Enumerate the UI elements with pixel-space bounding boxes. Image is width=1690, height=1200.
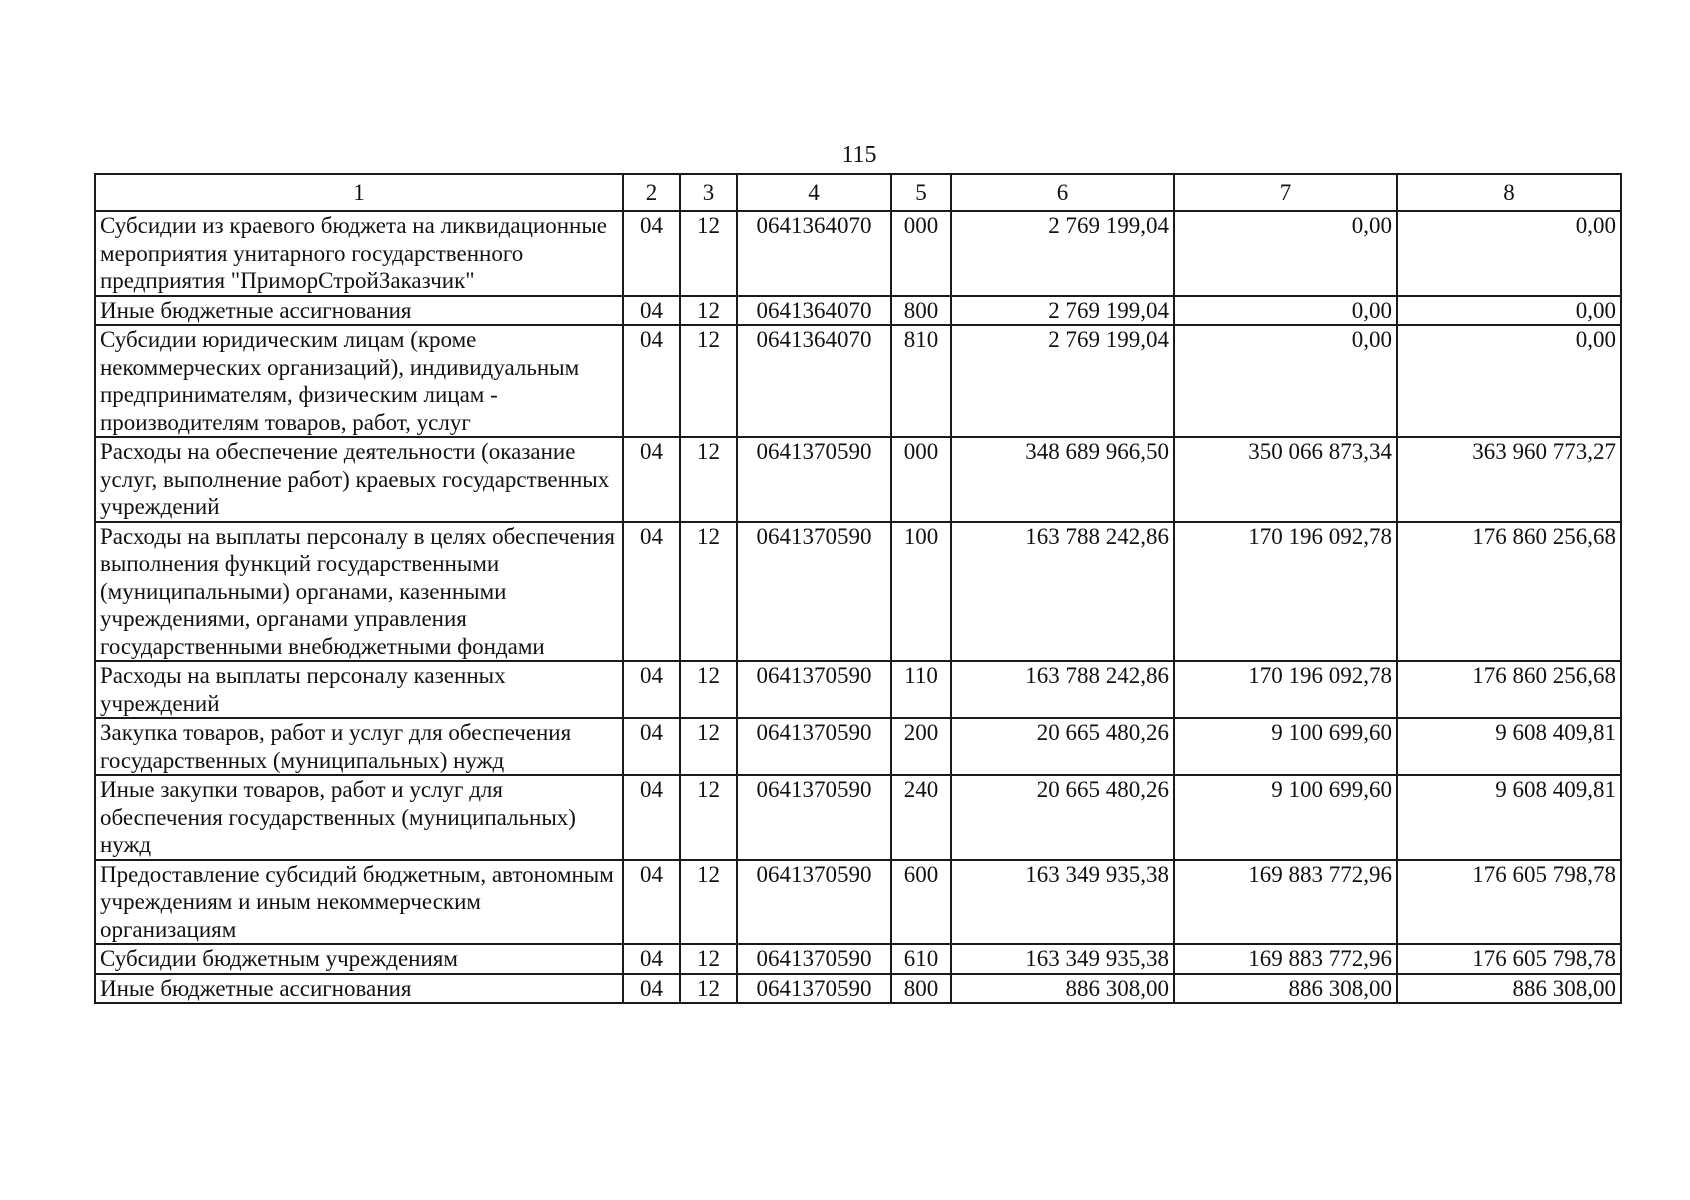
table-row — [95, 325, 1621, 437]
row-target-code: 0641370590 — [737, 860, 891, 945]
table-row — [95, 775, 1621, 860]
row-name: Иные бюджетные ассигнования — [95, 296, 623, 326]
row-amount-col7: 0,00 — [1174, 325, 1397, 437]
row-amount-col8: 176 605 798,78 — [1397, 944, 1621, 974]
row-subsection-code: 12 — [680, 296, 737, 326]
page-number: 115 — [841, 142, 877, 168]
row-subsection-code: 12 — [680, 661, 737, 718]
row-amount-col7: 0,00 — [1174, 211, 1397, 296]
row-amount-col8: 176 605 798,78 — [1397, 860, 1621, 945]
row-target-code: 0641364070 — [737, 211, 891, 296]
row-amount-col7: 350 066 873,34 — [1174, 437, 1397, 522]
column-header-2: 2 — [623, 174, 680, 211]
row-amount-col8: 0,00 — [1397, 325, 1621, 437]
row-amount-col6: 163 788 242,86 — [951, 522, 1174, 662]
column-header-6: 6 — [951, 174, 1174, 211]
row-expense-type-code: 100 — [891, 522, 951, 662]
row-expense-type-code: 800 — [891, 296, 951, 326]
row-amount-col6: 163 349 935,38 — [951, 944, 1174, 974]
row-expense-type-code: 810 — [891, 325, 951, 437]
row-target-code: 0641370590 — [737, 775, 891, 860]
row-expense-type-code: 110 — [891, 661, 951, 718]
row-section-code: 04 — [623, 325, 680, 437]
row-amount-col7: 170 196 092,78 — [1174, 661, 1397, 718]
row-amount-col6: 2 769 199,04 — [951, 325, 1174, 437]
row-expense-type-code: 800 — [891, 974, 951, 1004]
column-header-4: 4 — [737, 174, 891, 211]
row-amount-col8: 176 860 256,68 — [1397, 661, 1621, 718]
row-amount-col6: 20 665 480,26 — [951, 718, 1174, 775]
row-target-code: 0641364070 — [737, 325, 891, 437]
column-header-3: 3 — [680, 174, 737, 211]
column-header-1: 1 — [95, 174, 623, 211]
row-section-code: 04 — [623, 944, 680, 974]
row-subsection-code: 12 — [680, 860, 737, 945]
row-section-code: 04 — [623, 775, 680, 860]
row-amount-col8: 363 960 773,27 — [1397, 437, 1621, 522]
table-row — [95, 211, 1621, 296]
row-expense-type-code: 600 — [891, 860, 951, 945]
budget-table — [94, 173, 1622, 1004]
row-amount-col8: 9 608 409,81 — [1397, 775, 1621, 860]
row-amount-col8: 176 860 256,68 — [1397, 522, 1621, 662]
row-amount-col8: 0,00 — [1397, 296, 1621, 326]
row-name: Иные закупки товаров, работ и услуг для обеспечения государственных (муниципальных) нужд — [95, 775, 623, 860]
row-section-code: 04 — [623, 974, 680, 1004]
row-section-code: 04 — [623, 522, 680, 662]
column-header-8: 8 — [1397, 174, 1621, 211]
row-target-code: 0641370590 — [737, 437, 891, 522]
row-name: Субсидии юридическим лицам (кроме некоммерческих организаций), индивидуальным предпринимателям, физическим лицам - производителям товаров, работ, услуг — [95, 325, 623, 437]
row-amount-col7: 9 100 699,60 — [1174, 718, 1397, 775]
table-row — [95, 974, 1621, 1004]
row-subsection-code: 12 — [680, 718, 737, 775]
row-expense-type-code: 240 — [891, 775, 951, 860]
row-target-code: 0641370590 — [737, 974, 891, 1004]
row-target-code: 0641370590 — [737, 944, 891, 974]
row-name: Расходы на обеспечение деятельности (оказание услуг, выполнение работ) краевых государственных учреждений — [95, 437, 623, 522]
row-name: Субсидии из краевого бюджета на ликвидационные мероприятия унитарного государственного предприятия "ПриморСтройЗаказчик" — [95, 211, 623, 296]
column-header-5: 5 — [891, 174, 951, 211]
row-expense-type-code: 610 — [891, 944, 951, 974]
row-name: Закупка товаров, работ и услуг для обеспечения государственных (муниципальных) нужд — [95, 718, 623, 775]
row-section-code: 04 — [623, 296, 680, 326]
row-subsection-code: 12 — [680, 325, 737, 437]
row-amount-col6: 886 308,00 — [951, 974, 1174, 1004]
row-amount-col7: 9 100 699,60 — [1174, 775, 1397, 860]
table-row — [95, 944, 1621, 974]
row-amount-col6: 163 349 935,38 — [951, 860, 1174, 945]
table-row — [95, 522, 1621, 662]
row-amount-col6: 348 689 966,50 — [951, 437, 1174, 522]
row-amount-col7: 169 883 772,96 — [1174, 944, 1397, 974]
table-row — [95, 437, 1621, 522]
row-subsection-code: 12 — [680, 522, 737, 662]
row-section-code: 04 — [623, 661, 680, 718]
row-amount-col6: 163 788 242,86 — [951, 661, 1174, 718]
row-target-code: 0641364070 — [737, 296, 891, 326]
row-subsection-code: 12 — [680, 775, 737, 860]
row-subsection-code: 12 — [680, 211, 737, 296]
row-target-code: 0641370590 — [737, 718, 891, 775]
row-expense-type-code: 200 — [891, 718, 951, 775]
row-amount-col6: 2 769 199,04 — [951, 211, 1174, 296]
header-row — [95, 174, 1621, 211]
row-amount-col6: 20 665 480,26 — [951, 775, 1174, 860]
table-row — [95, 296, 1621, 326]
row-subsection-code: 12 — [680, 974, 737, 1004]
row-subsection-code: 12 — [680, 437, 737, 522]
row-expense-type-code: 000 — [891, 437, 951, 522]
row-amount-col7: 0,00 — [1174, 296, 1397, 326]
row-subsection-code: 12 — [680, 944, 737, 974]
table-row — [95, 860, 1621, 945]
row-amount-col8: 0,00 — [1397, 211, 1621, 296]
row-name: Субсидии бюджетным учреждениям — [95, 944, 623, 974]
row-amount-col8: 9 608 409,81 — [1397, 718, 1621, 775]
row-amount-col7: 169 883 772,96 — [1174, 860, 1397, 945]
row-expense-type-code: 000 — [891, 211, 951, 296]
column-header-7: 7 — [1174, 174, 1397, 211]
row-amount-col7: 886 308,00 — [1174, 974, 1397, 1004]
row-target-code: 0641370590 — [737, 522, 891, 662]
row-section-code: 04 — [623, 437, 680, 522]
row-section-code: 04 — [623, 860, 680, 945]
row-target-code: 0641370590 — [737, 661, 891, 718]
row-name: Расходы на выплаты персоналу в целях обеспечения выполнения функций государственными (муниципальными) органами, казенными учреждениями, органами управления государственными внебюджетными фондами — [95, 522, 623, 662]
row-section-code: 04 — [623, 211, 680, 296]
table-row — [95, 661, 1621, 718]
row-name: Расходы на выплаты персоналу казенных учреждений — [95, 661, 623, 718]
row-amount-col6: 2 769 199,04 — [951, 296, 1174, 326]
row-name: Предоставление субсидий бюджетным, автономным учреждениям и иным некоммерческим организациям — [95, 860, 623, 945]
row-name: Иные бюджетные ассигнования — [95, 974, 623, 1004]
row-amount-col8: 886 308,00 — [1397, 974, 1621, 1004]
row-amount-col7: 170 196 092,78 — [1174, 522, 1397, 662]
row-section-code: 04 — [623, 718, 680, 775]
table-row — [95, 718, 1621, 775]
